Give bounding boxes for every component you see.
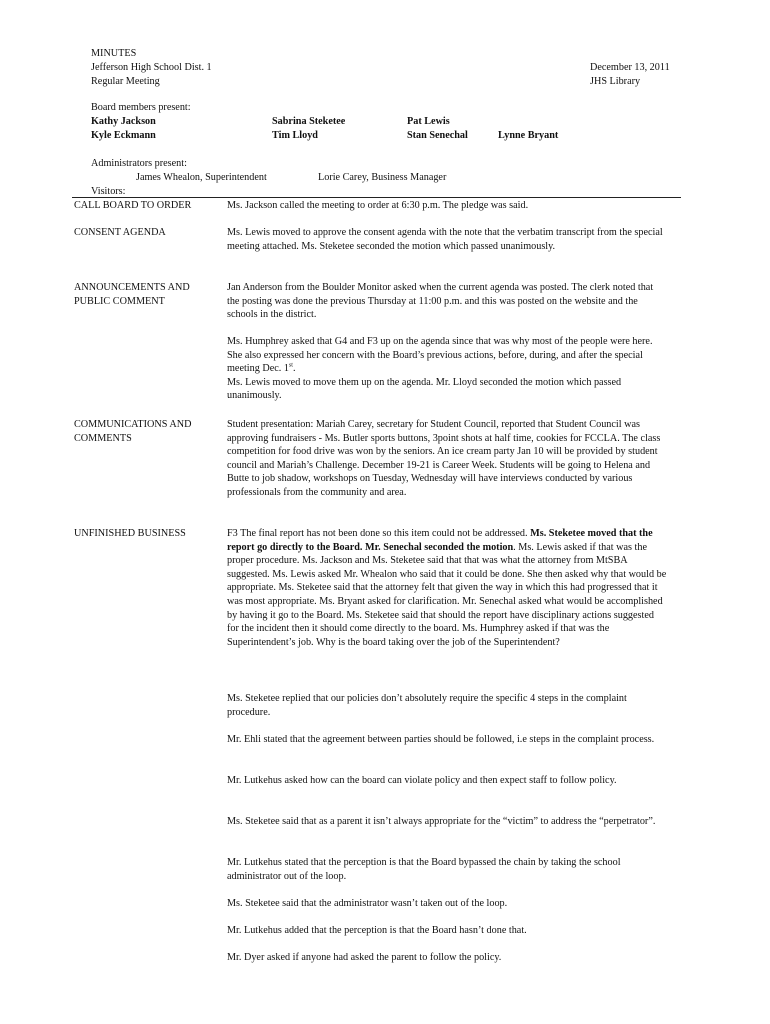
text-run: . (292, 363, 296, 375)
administrator-superintendent: James Whealon, Superintendent (136, 172, 267, 183)
meeting-type: Regular Meeting (91, 76, 160, 87)
administrator-business-manager: Lorie Carey, Business Manager (318, 172, 447, 183)
header-divider (72, 197, 681, 198)
paragraph (227, 335, 667, 376)
paragraph: Ms. Steketee replied that our policies don’t absolutely require the specific 4 steps in the complaint procedure. (227, 693, 627, 718)
visitors-label: Visitors: (91, 186, 126, 197)
text-run: Ms. Humphrey asked that G4 and F3 up on the agenda since that was why most of the people were here. She also expressed her concern with the Board’s previous actions, before, during, and after the special meeting Dec. 1 (227, 336, 653, 375)
paragraph (227, 527, 667, 649)
board-member: Tim Lloyd (272, 130, 318, 141)
paragraph: Ms. Jackson called the meeting to order at 6:30 p.m. The pledge was said. (227, 200, 529, 211)
paragraph-block (227, 815, 667, 829)
school-name: Jefferson High School Dist. 1 (91, 62, 212, 73)
paragraph: Mr. Lutkehus added that the perception is that the Board hasn’t done that. (227, 925, 527, 936)
board-member: Stan Senechal (407, 130, 468, 141)
paragraph: Ms. Lewis moved to move them up on the agenda. Mr. Lloyd seconded the motion which passed unanimously. (227, 376, 622, 402)
board-member: Sabrina Steketee (272, 116, 346, 127)
section-label-announcements (74, 281, 224, 308)
paragraph: Mr. Lutkehus stated that the perception is that the Board bypassed the chain by taking the school administrator out of the loop. (227, 857, 621, 882)
board-member: Lynne Bryant (498, 130, 559, 141)
label-line: COMMUNICATIONS AND (74, 419, 192, 430)
text-run: . Ms. Lewis asked if that was the proper procedure. Ms. Jackson and Ms. Steketee said that that was what the attorney from MtSBA suggested. Ms. Lewis asked Mr. Whealon who said that it could be done. She then asked why that would be appropriate. Ms. Steketee said that the attorney felt that given the way in which this had progressed that it was most appropriate. Ms. Bryant asked for clarification. Mr. Senechal asked what would be accomplished by having it go to the Board. Ms. Steketee said that should the report have disciplinary actions suggested for the incident then it should come directly to the board. Ms. Humphrey asked if that was the Superintendent’s job. Why is the board taking over the job of the Superintendent? (227, 541, 667, 648)
paragraph-block (227, 951, 667, 965)
section-label-unfinished-business: UNFINISHED BUSINESS (74, 528, 186, 539)
section-text-announcements-2 (227, 335, 667, 403)
section-text-announcements (227, 281, 667, 322)
board-member: Kathy Jackson (91, 116, 156, 127)
text-run: F3 The final report has not been done so this item could not be addressed. (227, 528, 531, 539)
paragraph: Mr. Lutkehus asked how can the board can violate policy and then expect staff to follow policy. (227, 775, 617, 786)
paragraph-block (227, 924, 667, 938)
paragraph: Mr. Dyer asked if anyone had asked the parent to follow the policy. (227, 952, 502, 963)
section-text-call-to-order (227, 199, 667, 213)
paragraph-block (227, 774, 667, 788)
section-label-call-to-order: CALL BOARD TO ORDER (74, 200, 192, 211)
administrators-heading: Administrators present: (91, 158, 187, 169)
section-label-consent-agenda: CONSENT AGENDA (74, 227, 166, 238)
motion-text: Ms. Steketee moved that the report go directly to the Board. Mr. Senechal seconded the motion (227, 528, 653, 553)
section-label-communications (74, 418, 224, 445)
paragraph: Jan Anderson from the Boulder Monitor asked when the current agenda was posted. The clerk noted that the posting was done the previous Thursday at 11:00 p.m. and this was posted on the website and the schools in the district. (227, 282, 654, 321)
paragraph-block (227, 897, 667, 911)
meeting-location: JHS Library (590, 76, 641, 87)
board-heading: Board members present: (91, 102, 191, 113)
paragraph-block (227, 733, 667, 747)
label-line: PUBLIC COMMENT (74, 295, 165, 307)
paragraph: Ms. Lewis moved to approve the consent agenda with the note that the verbatim transcript from the special meeting attached. Ms. Steketee seconded the motion which passed unanimously. (227, 227, 663, 252)
paragraph: Ms. Steketee said that the administrator wasn’t taken out of the loop. (227, 898, 508, 909)
paragraph: Ms. Steketee said that as a parent it isn’t always appropriate for the “victim” to address the “perpetrator”. (227, 816, 656, 827)
section-text-unfinished-business (227, 527, 667, 649)
doc-title: MINUTES (91, 48, 137, 59)
section-text-communications (227, 418, 667, 500)
paragraph-block (227, 692, 667, 719)
label-line: COMMENTS (74, 432, 132, 444)
meeting-date: December 13, 2011 (590, 62, 670, 73)
paragraph: Mr. Ehli stated that the agreement between parties should be followed, i.e steps in the complaint process. (227, 734, 655, 745)
superscript: st (288, 362, 293, 369)
label-line: ANNOUNCEMENTS AND (74, 282, 190, 293)
board-member: Pat Lewis (407, 116, 450, 127)
board-member: Kyle Eckmann (91, 130, 156, 141)
section-text-consent-agenda (227, 226, 667, 253)
paragraph: Student presentation: Mariah Carey, secretary for Student Council, reported that Student Council was approving fundraisers - Ms. Butler sports buttons, 3point shots at half time, cookies for FCCLA. The class competition for food drive was won by the seniors. An ice cream party Jan 10 will be provided by student council and Mariah’s Challenge. December 19-21 is Career Week. Students will be going to Helena and Butte to job shadow, workshops on Tuesday, Wednesday will have interviews conducted by various professionals from the community and area. (227, 419, 661, 498)
paragraph-block (227, 856, 667, 883)
